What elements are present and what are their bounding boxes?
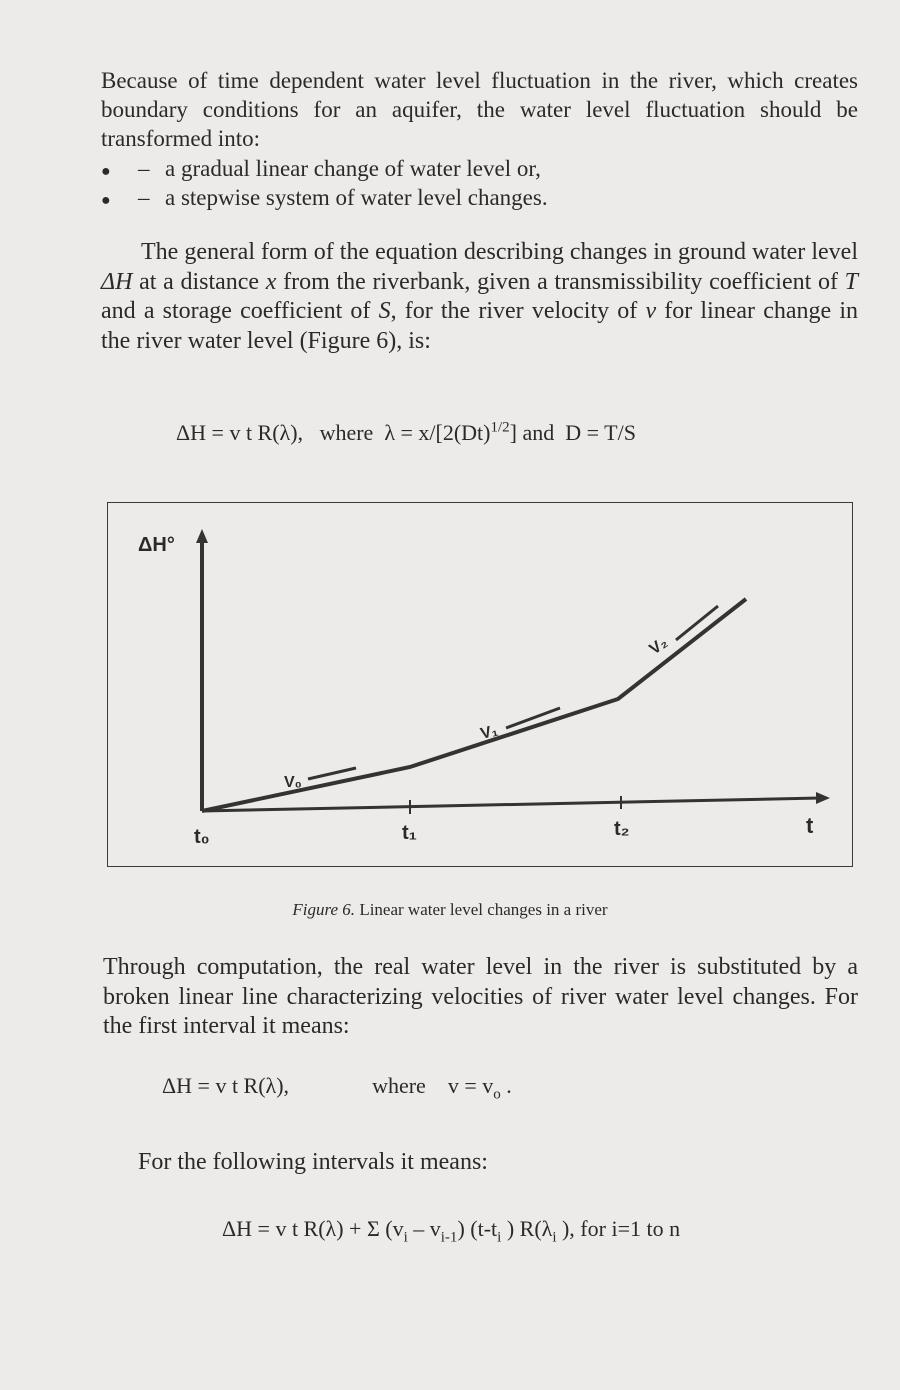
segment-label-v1: V₁ [478, 722, 500, 743]
bullet-text: a gradual linear change of water level or, [165, 156, 541, 181]
y-axis-arrow-icon [196, 529, 208, 543]
following-intervals-text: For the following intervals it means: [138, 1149, 488, 1175]
equation-general: ΔH = v t R(λ), where $\lambda = x/[2(Dt)^{1/2}]$ and D = T/S [176, 419, 636, 445]
bullet-icon: ● [101, 163, 111, 180]
tick-label-t1: t₁ [402, 822, 417, 844]
bullet-list [101, 154, 801, 212]
y-axis-label: ΔH° [138, 534, 175, 556]
v0-arrow [308, 768, 356, 779]
x-axis-label: t [806, 813, 814, 838]
figure-6-diagram [108, 503, 854, 868]
bullet-dash: – [138, 185, 150, 210]
bullet-dash: – [138, 156, 150, 181]
tick-label-t0: t₀ [194, 826, 210, 848]
tick-label-t2: t₂ [614, 818, 630, 840]
list-item [101, 154, 801, 183]
x-axis-arrow-icon [816, 792, 830, 804]
general-equation-paragraph: The general form of the equation describing changes in ground water level ΔH at a distance x from the riverbank, given a transmissibility coefficient of T and a storage coefficient of S, for the river velocity of v for linear change in the river water level (Figure 6), is: [101, 239, 858, 354]
computation-paragraph: Through computation, the real water level in the river is substituted by a broken linear line characterizing velocities of river water level changes. For the first interval it means: [103, 954, 858, 1039]
list-item [101, 183, 801, 212]
x-axis [202, 798, 820, 811]
bullet-text: a stepwise system of water level changes. [165, 185, 548, 210]
intro-paragraph: Because of time dependent water level fluctuation in the river, which creates boundary conditions for an aquifer, the water level fluctuation should be transformed into: [101, 68, 858, 151]
segment-label-v2: V₂ [646, 634, 671, 659]
bullet-icon: ● [101, 192, 111, 209]
equation-following-intervals: ΔH = v t R(λ) + Σ $(v_i - v_{i-1})$ ($t-t_i$ ) $R(\lambda_i$ ), for i=1 to n [222, 1216, 681, 1246]
segment-label-v0: V₀ [284, 774, 302, 791]
equation-first-interval: ΔH = v t R(λ), where $v = v_o$ . [162, 1073, 512, 1103]
figure-caption: Figure 6. Linear water level changes in a river [292, 900, 608, 919]
figure-frame [107, 502, 853, 867]
